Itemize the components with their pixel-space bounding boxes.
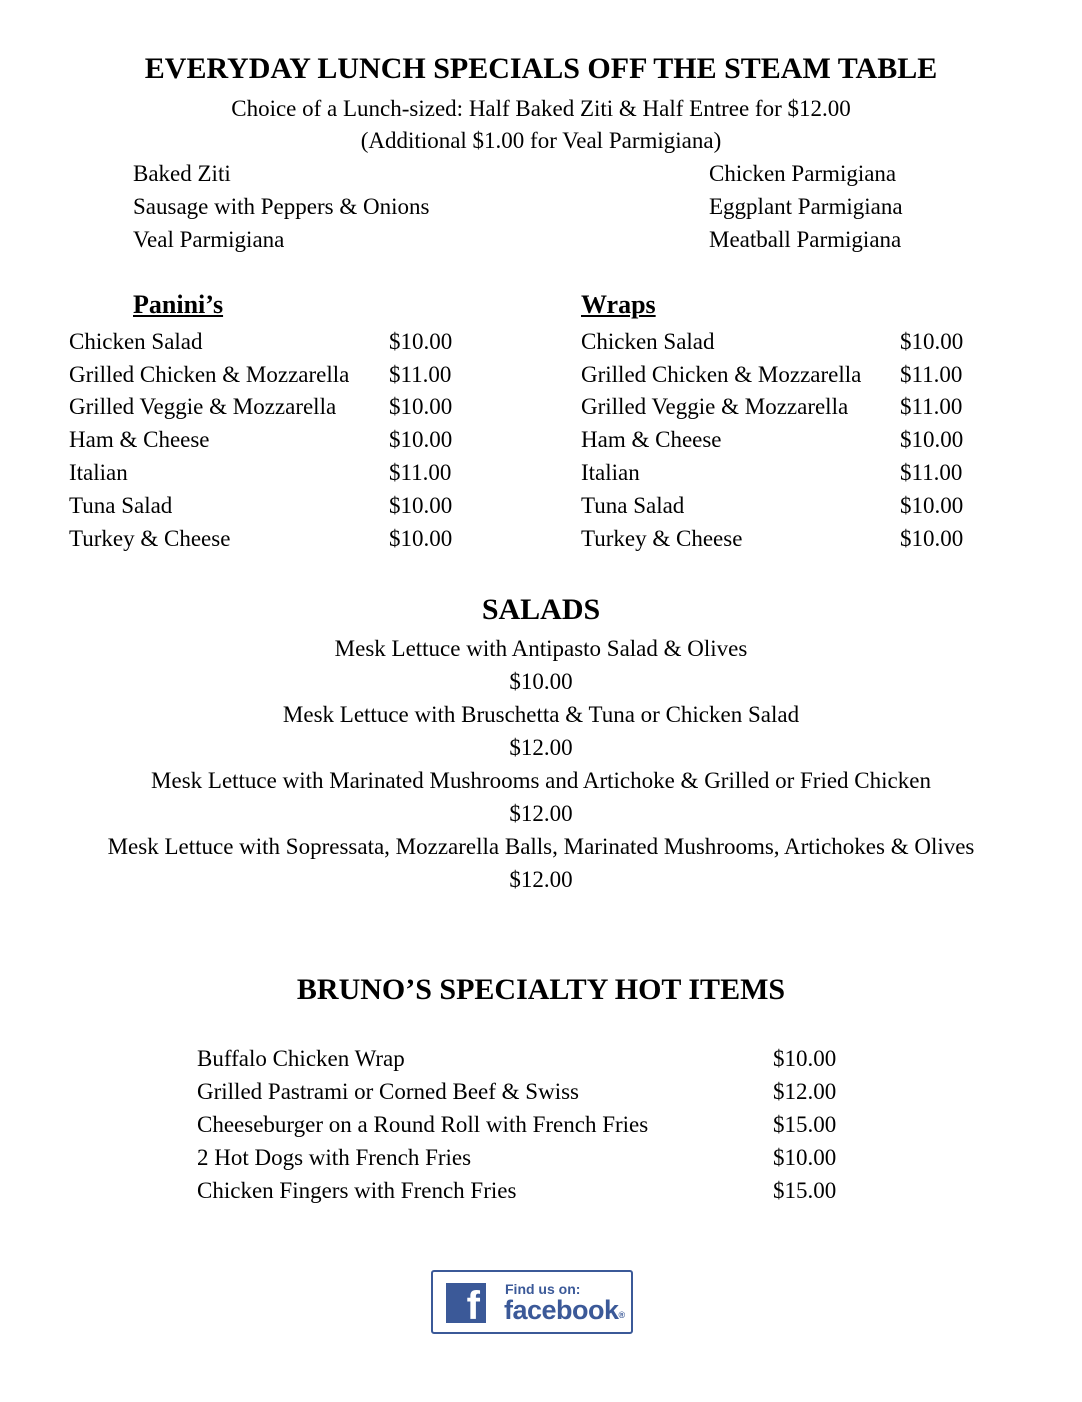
wrap-price: $10.00	[900, 329, 964, 354]
wrap-price: $11.00	[900, 362, 963, 387]
wrap-name: Turkey & Cheese	[581, 526, 743, 551]
salad-price: $12.00	[509, 867, 573, 892]
steam-item: Sausage with Peppers & Onions	[133, 194, 430, 219]
lunch-specials-title: EVERYDAY LUNCH SPECIALS OFF THE STEAM TABLE	[144, 52, 938, 85]
panini-name: Turkey & Cheese	[69, 526, 231, 551]
panini-price: $11.00	[389, 362, 452, 387]
specialty-price: $12.00	[773, 1079, 837, 1104]
paninis-heading: Panini’s	[133, 290, 224, 319]
specialty-name: 2 Hot Dogs with French Fries	[197, 1145, 472, 1170]
panini-name: Italian	[69, 460, 128, 485]
wrap-price: $11.00	[900, 460, 963, 485]
panini-name: Chicken Salad	[69, 329, 203, 354]
specialty-price: $15.00	[773, 1112, 837, 1137]
salad-price: $12.00	[509, 735, 573, 760]
facebook-wordmark: facebook®	[504, 1295, 625, 1325]
panini-price: $11.00	[389, 460, 452, 485]
steam-item: Meatball Parmigiana	[709, 227, 902, 252]
wrap-name: Chicken Salad	[581, 329, 715, 354]
specialty-price: $15.00	[773, 1178, 837, 1203]
specialty-price: $10.00	[773, 1145, 837, 1170]
wrap-name: Ham & Cheese	[581, 427, 722, 452]
specialty-name: Grilled Pastrami or Corned Beef & Swiss	[197, 1079, 580, 1104]
specialty-name: Buffalo Chicken Wrap	[197, 1046, 405, 1071]
wrap-name: Grilled Veggie & Mozzarella	[581, 394, 849, 419]
wrap-price: $10.00	[900, 526, 964, 551]
specialty-name: Chicken Fingers with French Fries	[197, 1178, 517, 1203]
specialty-title: BRUNO’S SPECIALTY HOT ITEMS	[296, 973, 786, 1006]
wrap-price: $10.00	[900, 427, 964, 452]
salad-name: Mesk Lettuce with Marinated Mushrooms and Artichoke & Grilled or Fried Chicken	[151, 768, 931, 793]
lunch-specials-note: (Additional $1.00 for Veal Parmigiana)	[360, 128, 722, 153]
wrap-price: $10.00	[900, 493, 964, 518]
salad-name: Mesk Lettuce with Antipasto Salad & Olives	[334, 636, 748, 661]
steam-item: Baked Ziti	[133, 161, 231, 186]
steam-item: Veal Parmigiana	[133, 227, 285, 252]
salad-price: $10.00	[509, 669, 573, 694]
panini-price: $10.00	[389, 493, 453, 518]
panini-price: $10.00	[389, 427, 453, 452]
wrap-name: Italian	[581, 460, 640, 485]
salads-title: SALADS	[481, 593, 601, 626]
lunch-specials-offer: Choice of a Lunch-sized: Half Baked Ziti & Half Entree for $12.00	[231, 96, 851, 121]
facebook-find-text: Find us on:	[505, 1281, 581, 1297]
panini-name: Grilled Chicken & Mozzarella	[69, 362, 350, 387]
facebook-badge[interactable]	[431, 1270, 633, 1334]
facebook-brand-text: facebook	[504, 1295, 619, 1325]
panini-name: Grilled Veggie & Mozzarella	[69, 394, 337, 419]
specialty-price: $10.00	[773, 1046, 837, 1071]
wrap-name: Grilled Chicken & Mozzarella	[581, 362, 862, 387]
wrap-name: Tuna Salad	[581, 493, 685, 518]
salad-name: Mesk Lettuce with Bruschetta & Tuna or Chicken Salad	[282, 702, 800, 727]
salad-price: $12.00	[509, 801, 573, 826]
wrap-price: $11.00	[900, 394, 963, 419]
panini-price: $10.00	[389, 394, 453, 419]
specialty-name: Cheeseburger on a Round Roll with French Fries	[197, 1112, 649, 1137]
panini-name: Ham & Cheese	[69, 427, 210, 452]
facebook-f-icon: f	[446, 1283, 486, 1323]
salad-name: Mesk Lettuce with Sopressata, Mozzarella Balls, Marinated Mushrooms, Artichokes & Olives	[107, 834, 975, 859]
panini-name: Tuna Salad	[69, 493, 173, 518]
steam-item: Eggplant Parmigiana	[709, 194, 903, 219]
steam-item: Chicken Parmigiana	[709, 161, 897, 186]
panini-price: $10.00	[389, 329, 453, 354]
wraps-heading: Wraps	[581, 290, 656, 319]
panini-price: $10.00	[389, 526, 453, 551]
